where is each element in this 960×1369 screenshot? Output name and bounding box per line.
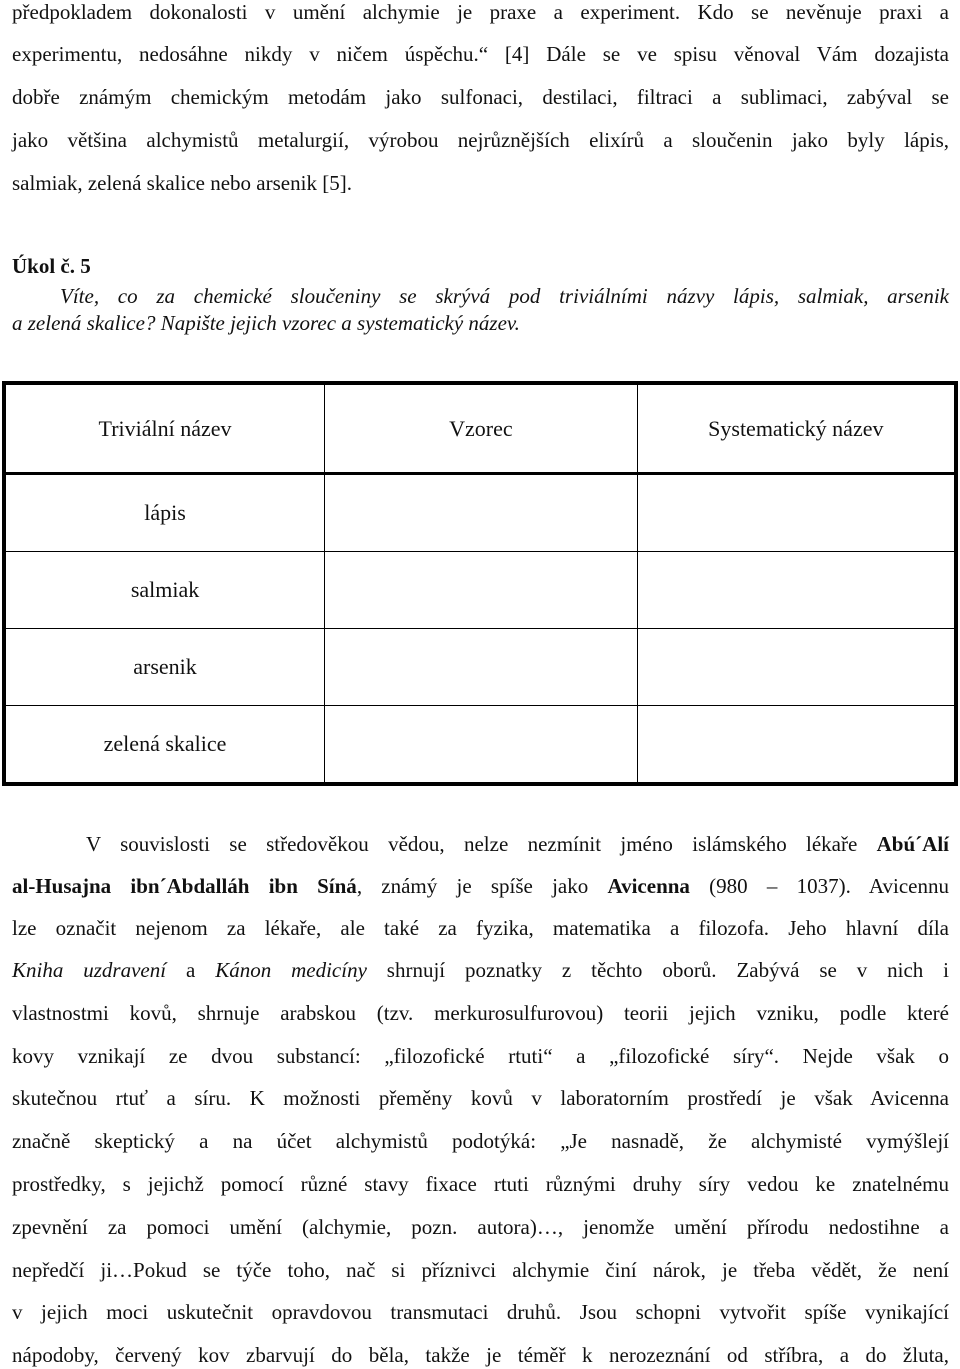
name-bold: Avicenna bbox=[607, 874, 690, 898]
text-line: skutečnou rtuť a síru. K možnosti přeměny kovů v laboratorním prostředí je však Avicenna bbox=[12, 1086, 949, 1110]
text-span: shrnují poznatky z těchto oborů. Zabývá se v nich i bbox=[366, 958, 949, 982]
table-row bbox=[4, 552, 956, 629]
table-row bbox=[4, 706, 956, 785]
table-header-row bbox=[4, 383, 956, 474]
compound-table bbox=[2, 381, 958, 786]
cell-systematic-name[interactable] bbox=[637, 552, 956, 629]
cell-trivial-name: arsenik bbox=[4, 629, 325, 706]
text-span: a bbox=[166, 958, 216, 982]
column-header-formula: Vzorec bbox=[325, 383, 638, 474]
cell-trivial-name: lápis bbox=[4, 474, 325, 552]
cell-formula[interactable] bbox=[325, 552, 638, 629]
text-line bbox=[12, 958, 949, 982]
text-line: vlastnostmi kovů, shrnuje arabskou (tzv. merkurosulfurovou) teorii jejich vzniku, podle které bbox=[12, 1001, 949, 1025]
text-line: nápodoby, červený kov zbarvují do běla, takže je téměř k nerozeznání od stříbra, a do žluta, bbox=[12, 1343, 949, 1367]
cell-systematic-name[interactable] bbox=[637, 706, 956, 785]
text-span: (980 – 1037). Avicennu bbox=[689, 874, 949, 898]
text-line: dobře známým chemickým metodám jako sulfonaci, destilaci, filtraci a sublimaci, zabýval se bbox=[12, 85, 949, 109]
book-title: Kánon medicíny bbox=[215, 958, 367, 982]
text-line: lze označit nejenom za lékaře, ale také za fyzika, matematika a filozofa. Jeho hlavní díla bbox=[12, 916, 949, 940]
text-line: jako většina alchymistů metalurgií, výrobou nejrůznějších elixírů a sloučenin jako byly lápis, bbox=[12, 128, 949, 152]
book-title: Kniha uzdravení bbox=[12, 958, 167, 982]
table-row bbox=[4, 629, 956, 706]
text-line: v jejich moci uskutečnit opravdovou transmutaci druhů. Jsou schopni vytvořit spíše vynikající bbox=[12, 1300, 949, 1324]
text-line bbox=[86, 832, 949, 856]
column-header-systematic: Systematický název bbox=[637, 383, 956, 474]
cell-formula[interactable] bbox=[325, 706, 638, 785]
text-line: salmiak, zelená skalice nebo arsenik [5]. bbox=[12, 171, 352, 195]
text-line: zpevnění za pomoci umění (alchymie, pozn. autora)…, jenomže umění přírodu nedostihne a bbox=[12, 1215, 949, 1239]
text-line bbox=[12, 874, 949, 898]
task-heading: Úkol č. 5 bbox=[12, 254, 91, 278]
text-line: experimentu, nedosáhne nikdy v ničem úspěchu.“ [4] Dále se ve spisu věnoval Vám dozajista bbox=[12, 42, 949, 66]
text-line: kovy vznikají ze dvou substancí: „filozofické rtuti“ a „filozofické síry“. Nejde však o bbox=[12, 1044, 949, 1068]
text-span: V souvislosti se středověkou vědou, nelze nezmínit jméno islámského lékaře bbox=[86, 832, 877, 856]
text-line: značně skeptický a na účet alchymistů podotýká: „Je nasnadě, že alchymisté vymýšlejí bbox=[12, 1129, 949, 1153]
name-bold: Abú´Alí bbox=[876, 832, 949, 856]
cell-systematic-name[interactable] bbox=[637, 474, 956, 552]
task-text: a zelená skalice? Napište jejich vzorec a systematický název. bbox=[12, 311, 520, 335]
task-text: Víte, co za chemické sloučeniny se skrývá pod triviálními názvy lápis, salmiak, arsenik bbox=[60, 284, 949, 308]
text-line: předpokladem dokonalosti v umění alchymie je praxe a experiment. Kdo se nevěnuje praxi a bbox=[12, 0, 949, 24]
column-header-trivial: Triviální název bbox=[4, 383, 325, 474]
text-span: , známý je spíše jako bbox=[356, 874, 608, 898]
cell-trivial-name: zelená skalice bbox=[4, 706, 325, 785]
text-line: nepředčí ji…Pokud se týče toho, nač si příznivci alchymie činí nárok, je třeba vědět, že není bbox=[12, 1258, 949, 1282]
text-line: prostředky, s jejichž pomocí různé stavy fixace rtuti různými druhy síry vedou ke znatelnému bbox=[12, 1172, 949, 1196]
cell-formula[interactable] bbox=[325, 629, 638, 706]
cell-systematic-name[interactable] bbox=[637, 629, 956, 706]
name-bold: al-Husajna ibn´Abdalláh ibn Síná bbox=[12, 874, 357, 898]
table-row bbox=[4, 474, 956, 552]
cell-trivial-name: salmiak bbox=[4, 552, 325, 629]
cell-formula[interactable] bbox=[325, 474, 638, 552]
